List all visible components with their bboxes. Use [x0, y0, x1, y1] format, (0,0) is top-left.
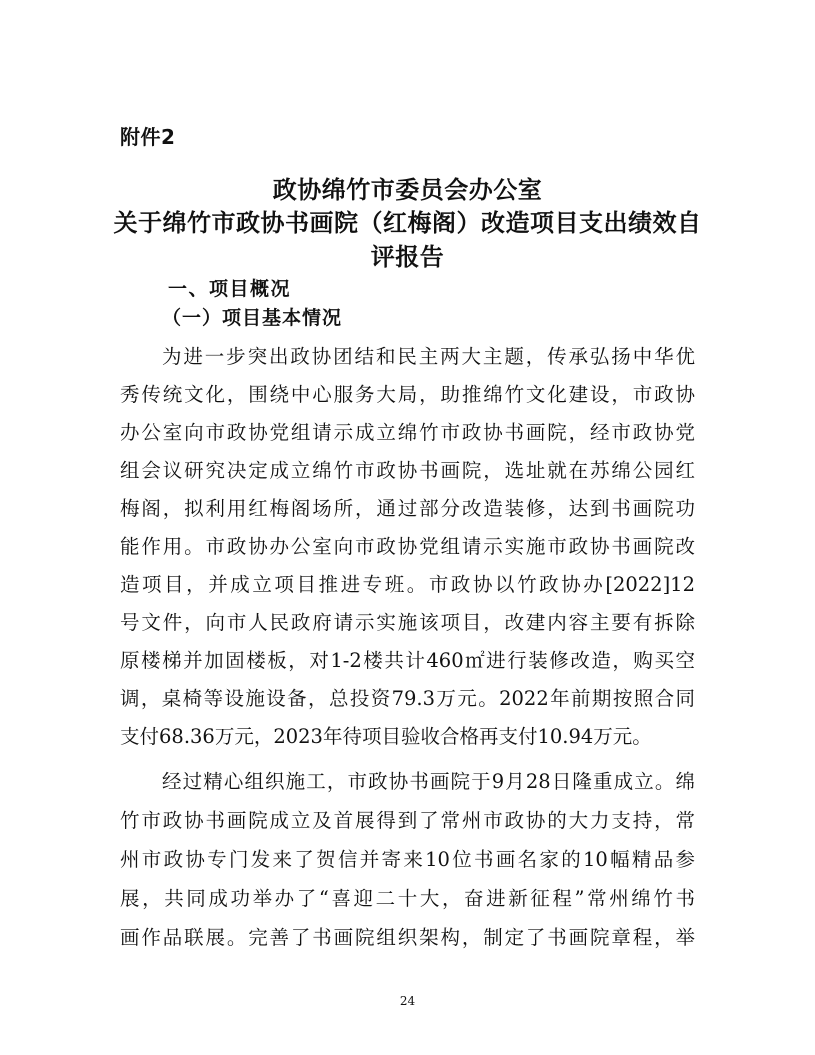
- paragraph-line: 秀传统文化，围绕中心服务大局，助推绵竹文化建设，市政协: [120, 383, 695, 406]
- paragraph-line: 原楼梯并加固楼板，对1-2楼共计460㎡进行装修改造，购买空: [120, 649, 695, 672]
- section-heading: 一、项目概况: [168, 278, 292, 300]
- title-line-2: 关于绵竹市政协书画院（红梅阁）改造项目支出绩效自: [113, 209, 702, 237]
- paragraph-line: 画作品联展。完善了书画院组织架构，制定了书画院章程，举: [120, 926, 695, 949]
- subsection-heading: （一）项目基本情况: [162, 307, 343, 329]
- title-line-3: 评报告: [370, 243, 445, 271]
- paragraph-line: 造项目，并成立项目推进专班。市政协以竹政协办[2022]12: [120, 573, 695, 596]
- paragraph-line: 能作用。市政协办公室向市政协党组请示实施市政协书画院改: [120, 535, 695, 558]
- paragraph-line: 梅阁，拟利用红梅阁场所，通过部分改造装修，达到书画院功: [120, 497, 695, 520]
- paragraph-line: 支付68.36万元，2023年待项目验收合格再支付10.94万元。: [120, 725, 652, 748]
- paragraph-line: 展，共同成功举办了“喜迎二十大，奋进新征程”常州绵竹书: [120, 887, 695, 910]
- paragraph-line: 办公室向市政协党组请示成立绵竹市政协书画院，经市政协党: [120, 421, 695, 444]
- title-line-1: 政协绵竹市委员会办公室: [272, 176, 543, 204]
- page-number: 24: [399, 994, 416, 1008]
- paragraph-line: 经过精心组织施工，市政协书画院于9月28日隆重成立。绵: [162, 770, 695, 793]
- attachment-label: 附件2: [120, 125, 176, 149]
- paragraph-line: 竹市政协书画院成立及首展得到了常州市政协的大力支持，常: [120, 809, 695, 832]
- paragraph-line: 州市政协专门发来了贺信并寄来10位书画名家的10幅精品参: [120, 848, 695, 871]
- paragraph-line: 组会议研究决定成立绵竹市政协书画院，选址就在苏绵公园红: [120, 459, 695, 482]
- paragraph-line: 号文件，向市人民政府请示实施该项目，改建内容主要有拆除: [120, 611, 695, 634]
- paragraph-line: 调，桌椅等设施设备，总投资79.3万元。2022年前期按照合同: [120, 687, 695, 710]
- paragraph-line: 为进一步突出政协团结和民主两大主题，传承弘扬中华优: [162, 345, 695, 368]
